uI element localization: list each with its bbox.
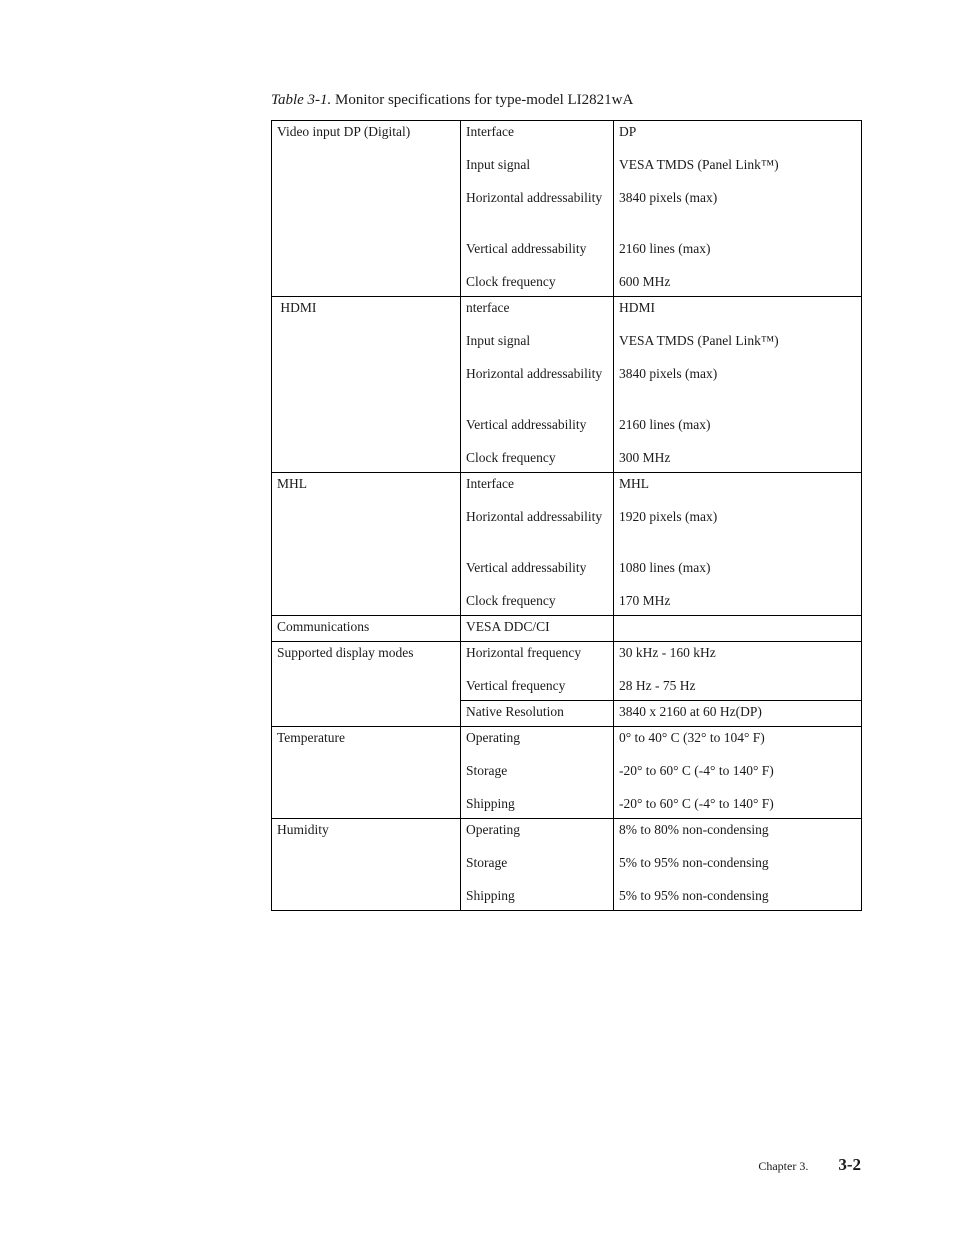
item-name-cell (461, 616, 614, 642)
item-value: 2160 lines (max) (619, 417, 711, 432)
item-value-cell (614, 727, 862, 819)
item-value-cell (614, 297, 862, 473)
item-name: Horizontal addressability (466, 190, 603, 205)
table-caption (271, 90, 633, 110)
item-value-cell (614, 701, 862, 727)
category-cell (272, 121, 461, 297)
item-value: 30 kHz - 160 kHz (619, 645, 716, 660)
item-value: 5% to 95% non-condensing (619, 888, 769, 903)
table-row (272, 297, 862, 473)
page-footer (758, 1155, 861, 1175)
item-name: Shipping (466, 888, 515, 903)
item-value: 8% to 80% non-condensing (619, 822, 769, 837)
item-value: 3840 x 2160 at 60 Hz(DP) (619, 704, 762, 719)
item-name: Input signal (466, 333, 531, 348)
item-name-cell (461, 701, 614, 727)
item-name: Clock frequency (466, 450, 556, 465)
item-value: -20° to 60° C (-4° to 140° F) (619, 796, 774, 811)
item-name: nterface (466, 300, 510, 315)
table-row (272, 727, 862, 819)
item-name-cell (461, 642, 614, 701)
item-value: 2160 lines (max) (619, 241, 711, 256)
chapter-label: Chapter 3. (758, 1159, 809, 1173)
item-value-cell (614, 616, 862, 642)
category-label: Video input DP (Digital) (277, 124, 411, 139)
category-cell (272, 642, 461, 727)
table-caption-label: Table 3-1. (271, 92, 332, 108)
item-value: DP (619, 124, 637, 139)
item-name: Interface (466, 124, 514, 139)
category-label: Temperature (277, 730, 346, 745)
item-value: 170 MHz (619, 593, 671, 608)
item-name: Vertical addressability (466, 241, 587, 256)
category-cell (272, 473, 461, 616)
item-value: 300 MHz (619, 450, 671, 465)
item-value-cell (614, 121, 862, 297)
item-name-cell (461, 819, 614, 911)
category-cell (272, 727, 461, 819)
item-value-cell (614, 642, 862, 701)
category-label: HDMI (277, 300, 317, 315)
item-name: Interface (466, 476, 514, 491)
item-value: MHL (619, 476, 649, 491)
item-name: Native Resolution (466, 704, 564, 719)
item-name: Horizontal frequency (466, 645, 582, 660)
item-value: 3840 pixels (max) (619, 190, 718, 205)
item-value: VESA TMDS (Panel Link™) (619, 333, 779, 348)
item-value: 3840 pixels (max) (619, 366, 718, 381)
item-value-cell (614, 819, 862, 911)
item-value: VESA TMDS (Panel Link™) (619, 157, 779, 172)
item-name: Vertical frequency (466, 678, 566, 693)
category-label: Humidity (277, 822, 329, 837)
category-cell (272, 297, 461, 473)
item-name: Input signal (466, 157, 531, 172)
item-name-cell (461, 727, 614, 819)
page-number: 3-2 (838, 1155, 861, 1174)
item-name-cell (461, 473, 614, 616)
item-name-cell (461, 297, 614, 473)
table-caption-text: Monitor specifications for type-model LI2821wA (331, 92, 634, 108)
item-name-cell (461, 121, 614, 297)
category-cell (272, 616, 461, 642)
item-value: 1080 lines (max) (619, 560, 711, 575)
item-name: Clock frequency (466, 593, 556, 608)
item-name: Storage (466, 855, 508, 870)
item-name: Operating (466, 730, 520, 745)
item-value: HDMI (619, 300, 655, 315)
table-row (272, 819, 862, 911)
item-value: 28 Hz - 75 Hz (619, 678, 696, 693)
category-label: MHL (277, 476, 307, 491)
item-value (619, 616, 856, 641)
table-row (272, 473, 862, 616)
spec-table (271, 120, 862, 911)
item-name: VESA DDC/CI (466, 619, 550, 634)
table-row (272, 616, 862, 642)
item-value: 0° to 40° C (32° to 104° F) (619, 730, 765, 745)
item-value: 600 MHz (619, 274, 671, 289)
item-name: Storage (466, 763, 508, 778)
item-name: Vertical addressability (466, 560, 587, 575)
category-cell (272, 819, 461, 911)
item-name: Vertical addressability (466, 417, 587, 432)
item-name: Clock frequency (466, 274, 556, 289)
item-value: 1920 pixels (max) (619, 509, 718, 524)
item-name: Horizontal addressability (466, 509, 603, 524)
item-value: -20° to 60° C (-4° to 140° F) (619, 763, 774, 778)
category-label: Supported display modes (277, 645, 414, 660)
item-name: Horizontal addressability (466, 366, 603, 381)
category-label: Communications (277, 619, 370, 634)
item-name: Operating (466, 822, 520, 837)
table-row (272, 121, 862, 297)
table-row (272, 642, 862, 701)
item-value: 5% to 95% non-condensing (619, 855, 769, 870)
item-value-cell (614, 473, 862, 616)
item-name: Shipping (466, 796, 515, 811)
